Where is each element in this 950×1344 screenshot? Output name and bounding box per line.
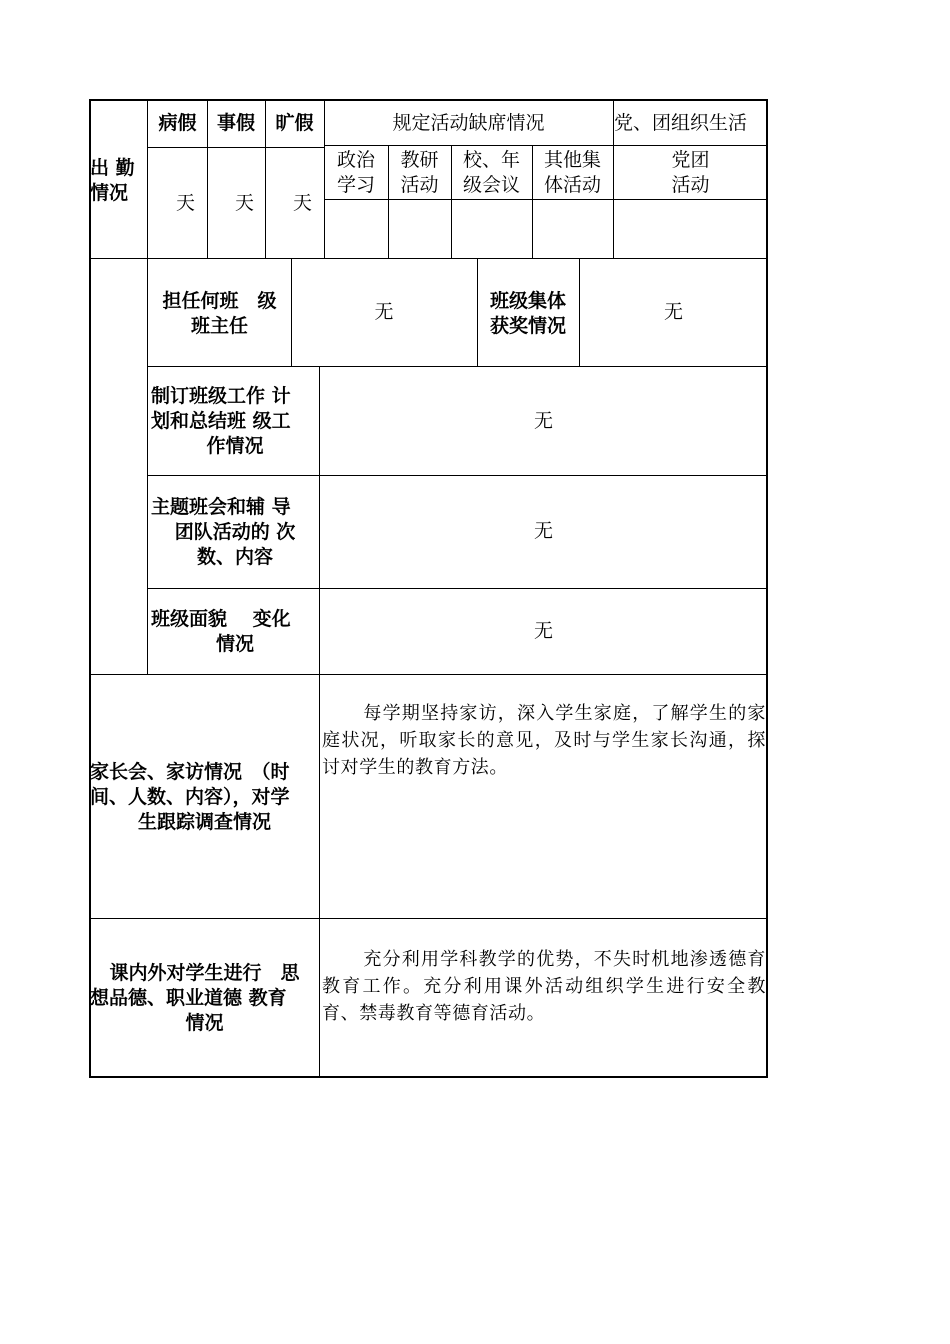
rule xyxy=(324,199,768,200)
personal-leave-days: 天 xyxy=(235,192,255,214)
sick-leave-days: 天 xyxy=(176,192,196,214)
sick-leave-header: 病假 xyxy=(158,112,197,134)
class-teacher-value: 无 xyxy=(374,301,394,323)
appearance-label: 班级面貌 变化 情况 xyxy=(151,608,291,655)
personal-leave-header: 事假 xyxy=(216,112,255,134)
parents-label: 家长会、家访情况 （时 间、人数、内容），对学 生跟踪调查情况 xyxy=(90,761,290,833)
rule xyxy=(324,145,768,146)
absence-days: 天 xyxy=(293,192,313,214)
politics-header: 政治 学习 xyxy=(336,149,375,196)
rule xyxy=(148,588,768,589)
rule xyxy=(89,918,768,919)
award-label: 班级集体 获奖情况 xyxy=(489,290,566,337)
attendance-label: 出 勤 情况 xyxy=(90,157,135,204)
rule xyxy=(89,258,768,259)
party-life-header: 党、团组织生活 xyxy=(614,112,748,134)
rule xyxy=(148,475,768,476)
moral-text: 充分利用学科教学的优势，不失时机地渗透德育教育工作。充分利用课外活动组织学生进行安全教育、禁毒教育等德育活动。 xyxy=(322,949,766,1024)
other-activity-header: 其他集 体活动 xyxy=(543,149,601,196)
plan-label: 制订班级工作 计 划和总结班 级工 作情况 xyxy=(151,385,291,457)
absence-header: 旷假 xyxy=(275,112,314,134)
class-teacher-label: 担任何班 级 班主任 xyxy=(162,290,277,337)
party-activity-header: 党团 活动 xyxy=(671,149,710,196)
plan-value: 无 xyxy=(533,410,553,432)
meeting-value: 无 xyxy=(533,520,553,542)
moral-label: 课内外对学生进行 思 想品德、职业道德 教育 情况 xyxy=(90,962,300,1034)
school-meeting-header: 校、年 级会议 xyxy=(462,149,520,196)
rule xyxy=(89,674,768,675)
rule xyxy=(319,366,320,1078)
rule xyxy=(148,147,324,148)
rule xyxy=(148,366,768,367)
meeting-label: 主题班会和辅 导 团队活动的 次 数、内容 xyxy=(151,496,296,568)
appearance-value: 无 xyxy=(533,620,553,642)
parents-text: 每学期坚持家访，深入学生家庭，了解学生的家庭状况，听取家长的意见，及时与学生家长沟通，探讨对学生的教育方法。 xyxy=(322,703,766,778)
award-value: 无 xyxy=(663,301,683,323)
required-absence-header: 规定活动缺席情况 xyxy=(392,112,545,134)
rule xyxy=(147,99,148,674)
research-header: 教研 活动 xyxy=(400,149,439,196)
